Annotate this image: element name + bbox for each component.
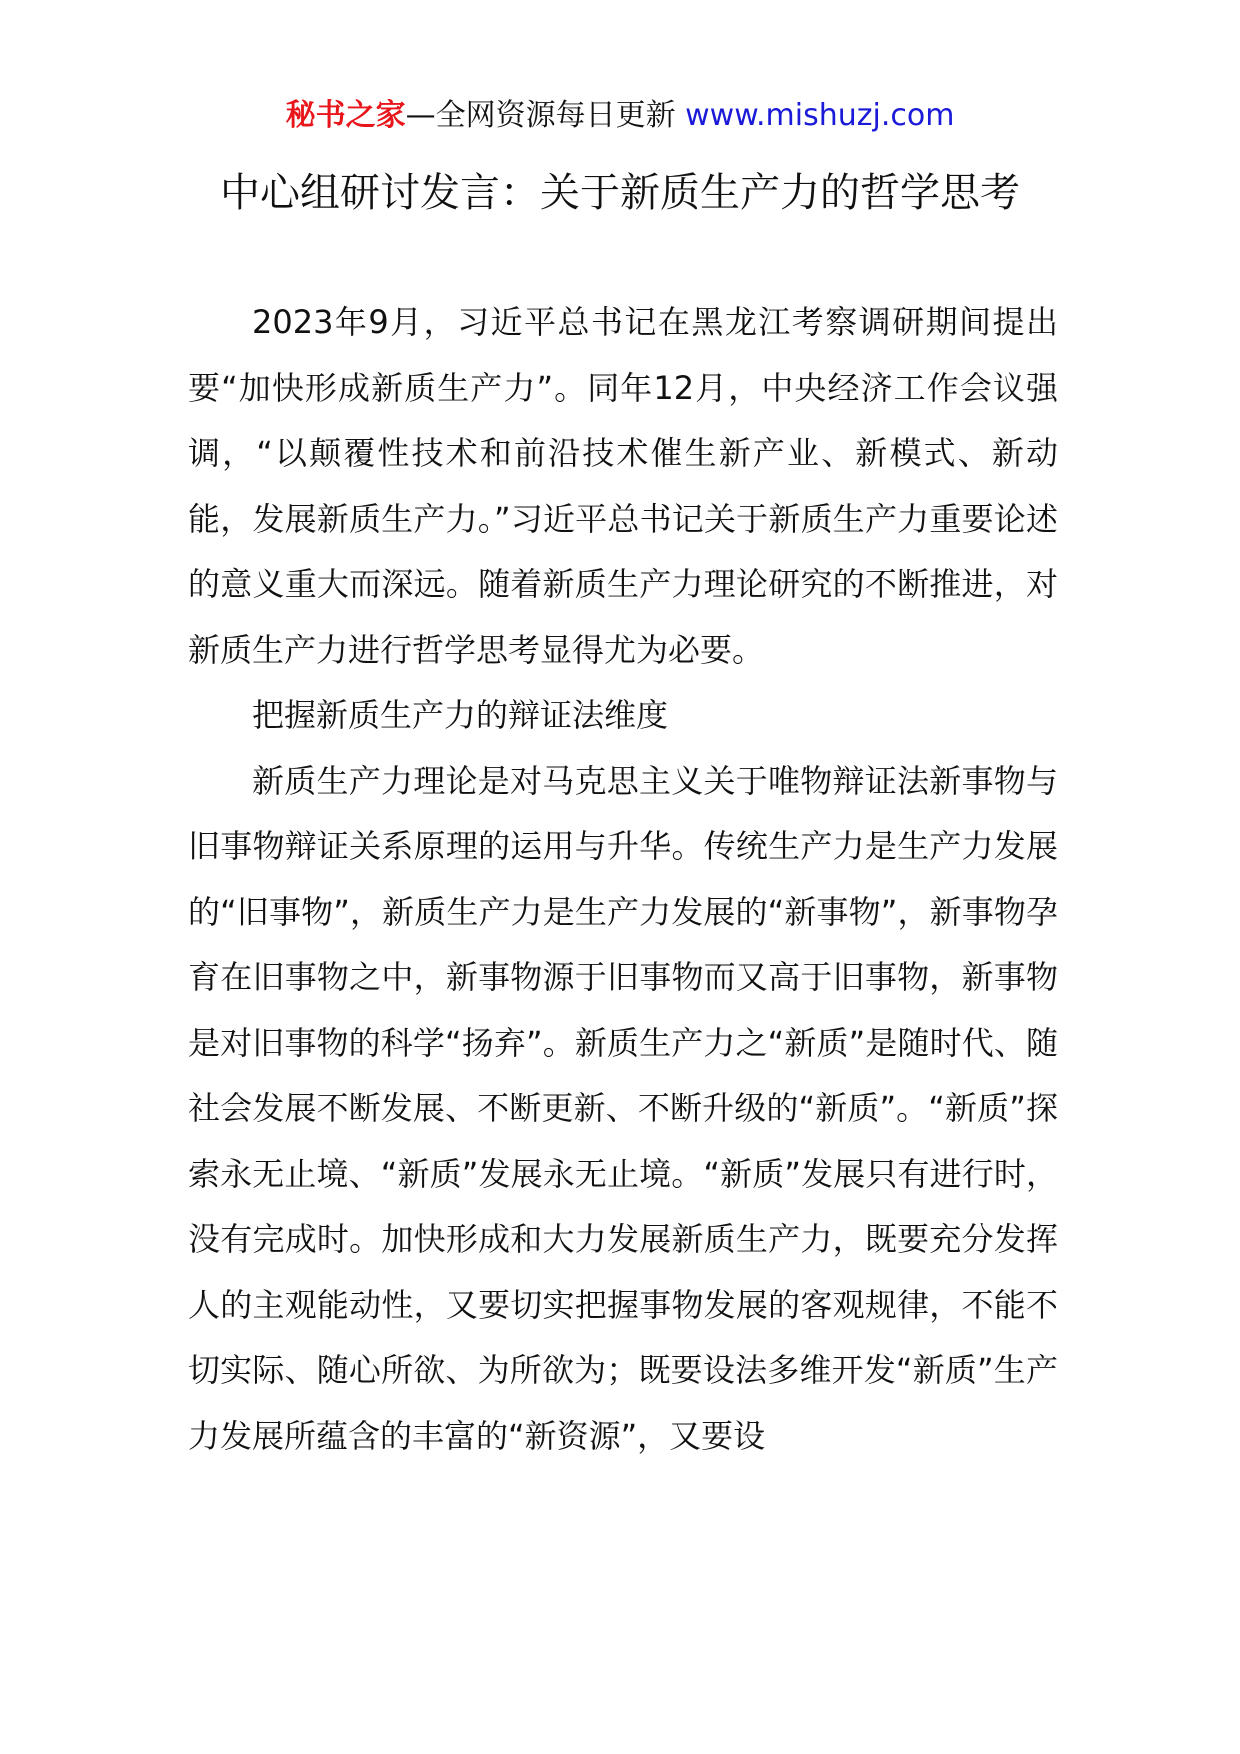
site-tagline: —全网资源每日更新 xyxy=(405,98,686,133)
site-brand: 秘书之家 xyxy=(285,98,406,133)
section-heading: 把握新质生产力的辩证法维度 xyxy=(252,696,669,734)
site-header xyxy=(0,96,1240,136)
document-body xyxy=(188,290,1058,1469)
site-url-link[interactable]: www.mishuzj.com xyxy=(685,98,955,133)
body-paragraph: 新质生产力理论是对马克思主义关于唯物辩证法新事物与旧事物辩证关系原理的运用与升华。传统生产力是生产力发展的“旧事物”，新质生产力是生产力发展的“新事物”，新事物孕育在旧事物之中，新事物源于旧事物而又高于旧事物，新事物是对旧事物的科学“扬弃”。新质生产力之“新质”是随时代、随社会发展不断发展、不断更新、不断升级的“新质”。“新质”探索永无止境、“新质”发展永无止境。“新质”发展只有进行时，没有完成时。加快形成和大力发展新质生产力，既要充分发挥人的主观能动性，又要切实把握事物发展的客观规律，不能不切实际、随心所欲、为所欲为；既要设法多维开发“新质”生产力发展所蕴含的丰富的“新资源”，又要设 xyxy=(188,761,1058,1455)
intro-paragraph: 2023年9月，习近平总书记在黑龙江考察调研期间提出要“加快形成新质生产力”。同年12月，中央经济工作会议强调，“以颠覆性技术和前沿技术催生新产业、新模式、新动能，发展新质生产力。”习近平总书记关于新质生产力重要论述的意义重大而深远。随着新质生产力理论研究的不断推进，对新质生产力进行哲学思考显得尤为必要。 xyxy=(188,303,1058,669)
document-title: 中心组研讨发言：关于新质生产力的哲学思考 xyxy=(220,170,1020,216)
